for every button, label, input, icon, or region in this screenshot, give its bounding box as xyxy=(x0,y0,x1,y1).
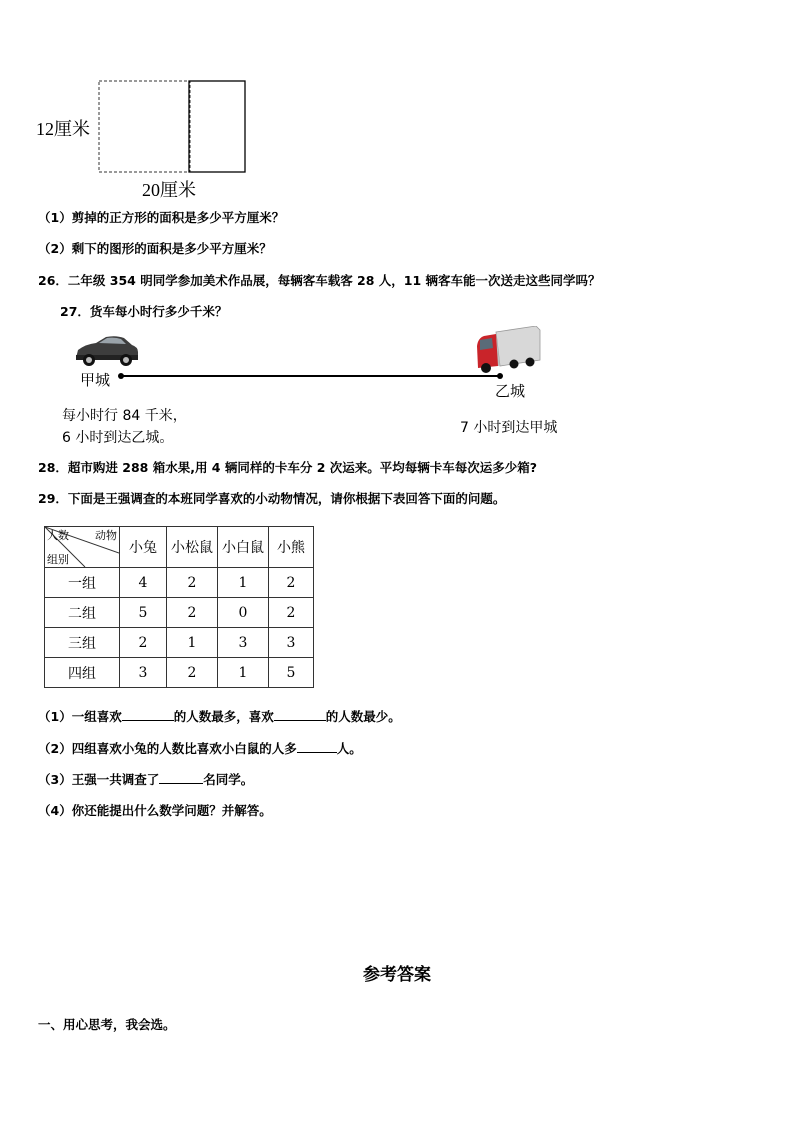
table-corner-cell xyxy=(45,527,120,568)
rectangle-figure xyxy=(96,78,250,176)
table-cell: 1 xyxy=(218,658,269,688)
city-b-dot xyxy=(497,373,503,379)
width-label: 20厘米 xyxy=(142,180,196,200)
q29-sub3 xyxy=(38,770,253,788)
q27-text: 27．货车每小时行多少千米？ xyxy=(60,304,228,319)
q29-sub2-part-a: （2）四组喜欢小兔的人数比喜欢小白鼠的人多 xyxy=(38,741,297,756)
row-group: 一组 xyxy=(45,568,120,598)
q29-sub3-part-b: 名同学。 xyxy=(203,772,254,787)
row-group: 三组 xyxy=(45,628,120,658)
q29-sub2-part-b: 人。 xyxy=(336,741,362,756)
corner-count-label: 人数 xyxy=(47,529,69,542)
truck-info: 7 小时到达甲城 xyxy=(460,420,558,436)
table-row xyxy=(45,628,314,658)
survey-table xyxy=(44,526,314,688)
table-cell: 2 xyxy=(269,568,314,598)
car-icon xyxy=(72,332,140,370)
q29-sub2 xyxy=(38,739,362,757)
cut-square-outline xyxy=(99,81,190,172)
city-b-label: 乙城 xyxy=(495,382,526,400)
table-cell: 3 xyxy=(218,628,269,658)
table-row xyxy=(45,658,314,688)
table-cell: 0 xyxy=(218,598,269,628)
car-info-line1: 每小时行 84 千米， xyxy=(62,408,187,424)
q29-sub3-part-a: （3）王强一共调查了 xyxy=(38,772,160,787)
column-header: 小白鼠 xyxy=(218,527,269,568)
table-cell: 2 xyxy=(120,628,167,658)
answer-blank[interactable] xyxy=(159,772,203,784)
table-cell: 2 xyxy=(167,658,218,688)
q29-sub1-part-b: 的人数最多，喜欢 xyxy=(173,709,274,724)
column-header: 小兔 xyxy=(120,527,167,568)
q26-text: 26．二年级 354 明同学参加美术作品展，每辆客车载客 28 人，11 辆客车能一次送走这些同学吗？ xyxy=(38,273,601,288)
answer-blank[interactable] xyxy=(122,709,174,721)
q29-sub1-part-a: （1）一组喜欢 xyxy=(38,709,122,724)
table-cell: 2 xyxy=(167,568,218,598)
table-cell: 5 xyxy=(120,598,167,628)
table-row xyxy=(45,568,314,598)
remaining-rectangle xyxy=(189,81,245,172)
answers-title: 参考答案 xyxy=(363,965,431,985)
table-header-row xyxy=(45,527,314,568)
answers-section1: 一、用心思考，我会选。 xyxy=(38,1017,176,1032)
column-header: 小松鼠 xyxy=(167,527,218,568)
route-line xyxy=(116,370,506,382)
answer-blank[interactable] xyxy=(297,741,337,753)
height-label: 12厘米 xyxy=(36,119,90,139)
table-cell: 1 xyxy=(167,628,218,658)
row-group: 四组 xyxy=(45,658,120,688)
table-cell: 1 xyxy=(218,568,269,598)
corner-group-label: 组别 xyxy=(47,553,69,566)
answer-blank[interactable] xyxy=(274,709,326,721)
q25-sub1: （1）剪掉的正方形的面积是多少平方厘米？ xyxy=(38,210,285,225)
table-cell: 2 xyxy=(167,598,218,628)
q29-sub1-part-c: 的人数最少。 xyxy=(325,709,401,724)
table-cell: 3 xyxy=(269,628,314,658)
row-group: 二组 xyxy=(45,598,120,628)
corner-animal-label: 动物 xyxy=(95,529,117,542)
q29-sub1 xyxy=(38,707,401,725)
table-row xyxy=(45,598,314,628)
table-cell: 4 xyxy=(120,568,167,598)
q29-sub4: （4）你还能提出什么数学问题？并解答。 xyxy=(38,803,272,818)
city-a-dot xyxy=(118,373,124,379)
city-a-label: 甲城 xyxy=(80,371,111,389)
q29-text: 29．下面是王强调查的本班同学喜欢的小动物情况，请你根据下表回答下面的问题。 xyxy=(38,491,506,506)
q28-text: 28．超市购进 288 箱水果,用 4 辆同样的卡车分 2 次运来。平均每辆卡车每次运多少箱? xyxy=(38,460,537,475)
car-info-line2: 6 小时到达乙城。 xyxy=(62,430,174,446)
table-cell: 2 xyxy=(269,598,314,628)
truck-icon xyxy=(474,326,544,376)
table-cell: 3 xyxy=(120,658,167,688)
column-header: 小熊 xyxy=(269,527,314,568)
q25-sub2: （2）剩下的图形的面积是多少平方厘米？ xyxy=(38,241,272,256)
table-cell: 5 xyxy=(269,658,314,688)
